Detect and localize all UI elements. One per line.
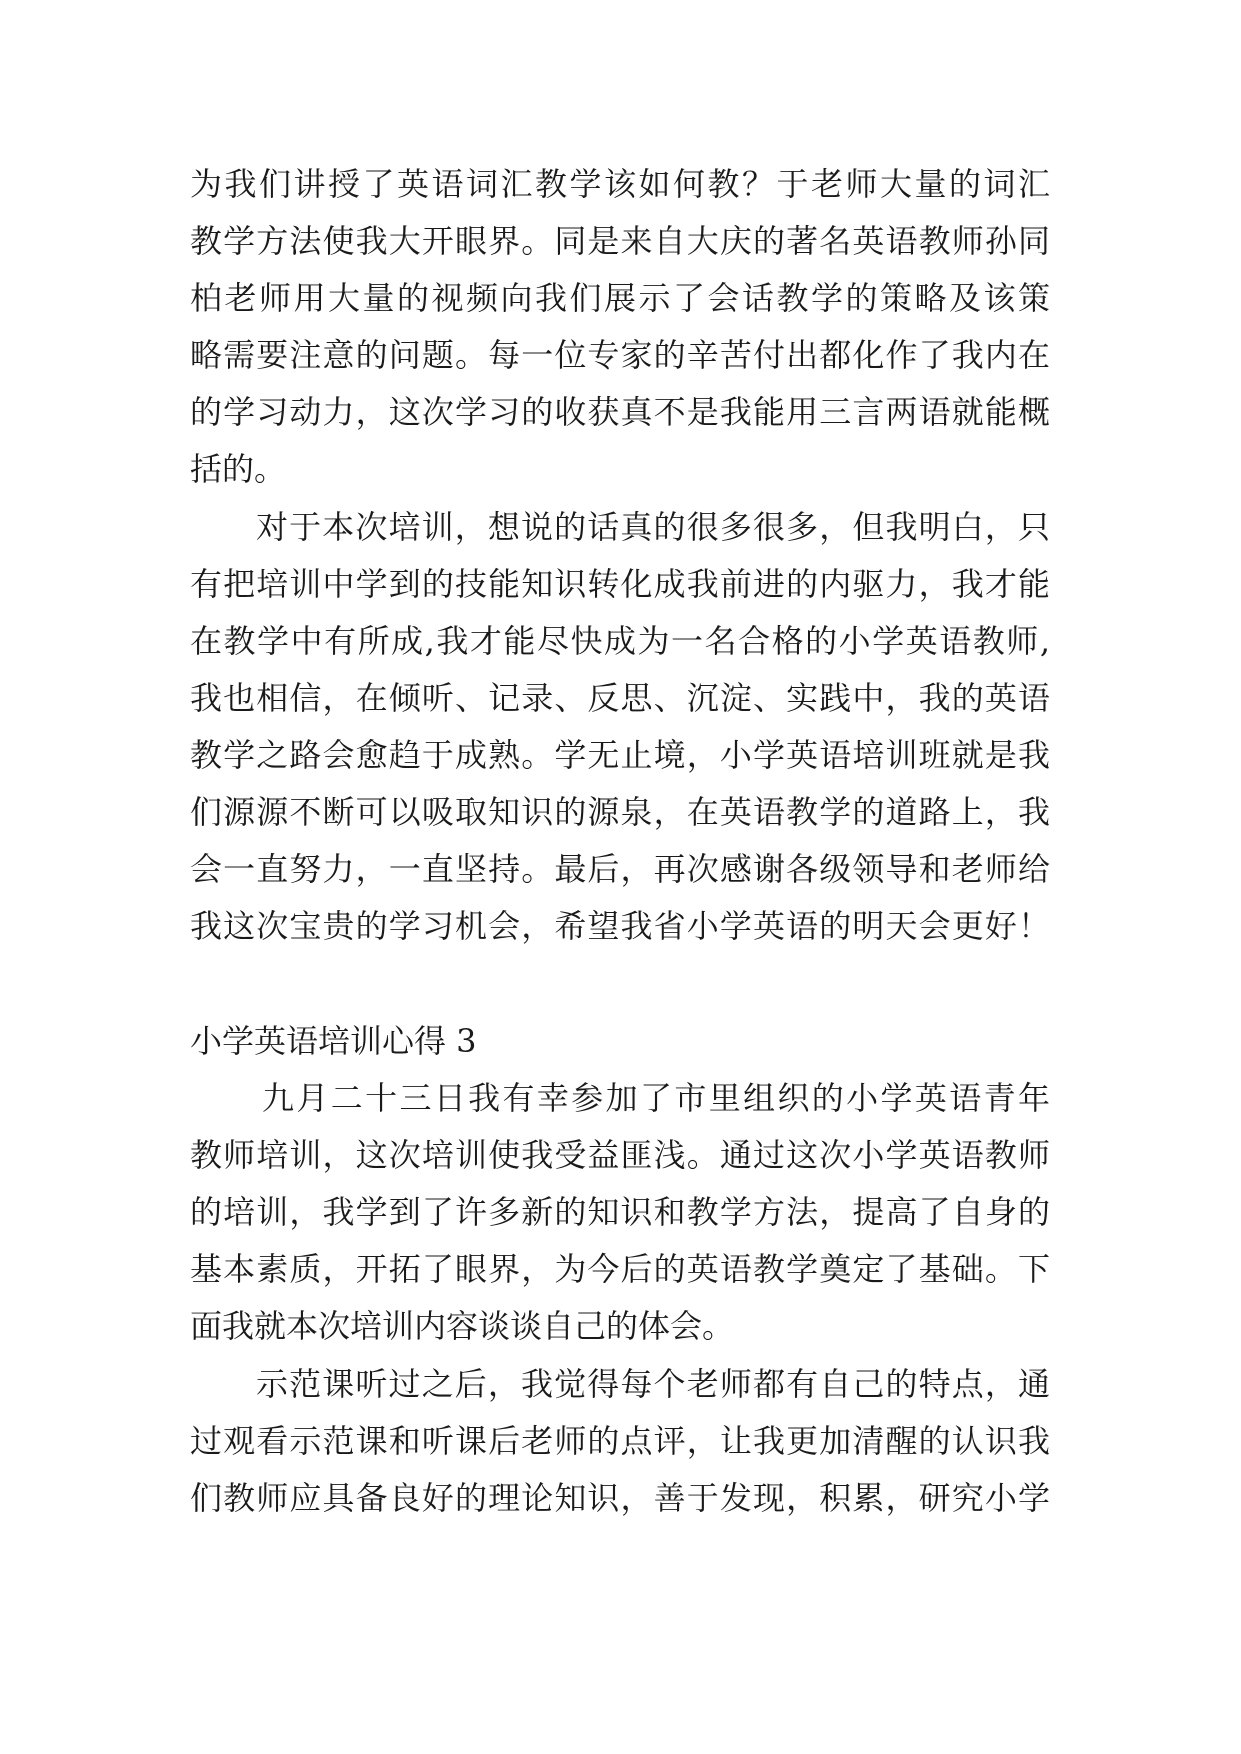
paragraph-2-line-2: 有把培训中学到的技能知识转化成我前进的内驱力，我才能 (190, 565, 1050, 603)
paragraph-4-line-3: 们教师应具备良好的理论知识，善于发现，积累，研究小学 (190, 1479, 1050, 1517)
paragraph-1-line-4: 略需要注意的问题。每一位专家的辛苦付出都化作了我内在 (190, 336, 1050, 374)
paragraph-1-line-1: 为我们讲授了英语词汇教学该如何教？于老师大量的词汇 (190, 165, 1050, 203)
paragraph-2-line-8: 我这次宝贵的学习机会，希望我省小学英语的明天会更好！ (190, 907, 1050, 945)
paragraph-4-line-2: 过观看示范课和听课后老师的点评，让我更加清醒的认识我 (190, 1422, 1050, 1460)
section-heading: 小学英语培训心得 3 (190, 1022, 477, 1060)
paragraph-1-line-5: 的学习动力，这次学习的收获真不是我能用三言两语就能概 (190, 393, 1050, 431)
paragraph-2-line-5: 教学之路会愈趋于成熟。学无止境，小学英语培训班就是我 (190, 736, 1050, 774)
paragraph-3-line-5: 面我就本次培训内容谈谈自己的体会。 (190, 1307, 735, 1345)
paragraph-1-line-6: 括的。 (190, 450, 287, 488)
paragraph-2-line-7: 会一直努力，一直坚持。最后，再次感谢各级领导和老师给 (190, 850, 1050, 888)
paragraph-3-line-3: 的培训，我学到了许多新的知识和教学方法，提高了自身的 (190, 1193, 1050, 1231)
paragraph-2-line-1: 对于本次培训，想说的话真的很多很多，但我明白，只 (256, 508, 1050, 546)
paragraph-2-line-6: 们源源不断可以吸取知识的源泉，在英语教学的道路上，我 (190, 793, 1050, 831)
paragraph-3-line-4: 基本素质，开拓了眼界，为今后的英语教学奠定了基础。下 (190, 1250, 1050, 1288)
paragraph-1-line-2: 教学方法使我大开眼界。同是来自大庆的著名英语教师孙同 (190, 222, 1050, 260)
paragraph-3-line-1: 九月二十三日我有幸参加了市里组织的小学英语青年 (262, 1079, 1050, 1117)
paragraph-4-line-1: 示范课听过之后，我觉得每个老师都有自己的特点，通 (256, 1365, 1050, 1403)
paragraph-2-line-4: 我也相信，在倾听、记录、反思、沉淀、实践中，我的英语 (190, 679, 1050, 717)
paragraph-3-line-2: 教师培训，这次培训使我受益匪浅。通过这次小学英语教师 (190, 1136, 1050, 1174)
paragraph-2-line-3: 在教学中有所成,我才能尽快成为一名合格的小学英语教师, (190, 622, 1050, 660)
paragraph-1-line-3: 柏老师用大量的视频向我们展示了会话教学的策略及该策 (190, 279, 1050, 317)
